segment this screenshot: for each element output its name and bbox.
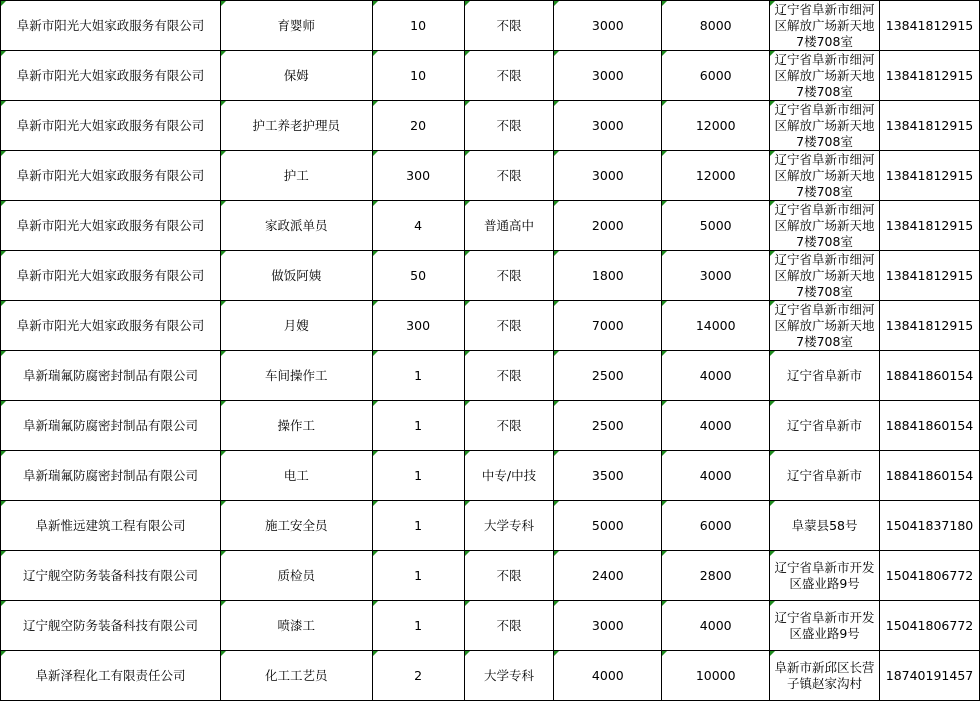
position-cell: 保姆 [220, 51, 372, 101]
salary-max-cell: 2800 [662, 551, 770, 601]
address-cell: 辽宁省阜新市细河区解放广场新天地7楼708室 [770, 51, 880, 101]
education-cell: 不限 [464, 151, 554, 201]
salary-min-cell: 2000 [554, 201, 662, 251]
position-cell: 喷漆工 [220, 601, 372, 651]
position-cell: 车间操作工 [220, 351, 372, 401]
address-cell: 辽宁省阜新市细河区解放广场新天地7楼708室 [770, 151, 880, 201]
company-cell: 阜新瑞氟防腐密封制品有限公司 [1, 401, 221, 451]
headcount-cell: 1 [372, 601, 464, 651]
position-cell: 育婴师 [220, 1, 372, 51]
table-row [1, 601, 980, 651]
position-cell: 操作工 [220, 401, 372, 451]
education-cell: 大学专科 [464, 501, 554, 551]
position-cell: 做饭阿姨 [220, 251, 372, 301]
address-cell: 辽宁省阜新市 [770, 351, 880, 401]
company-cell: 阜新市阳光大姐家政服务有限公司 [1, 201, 221, 251]
salary-min-cell: 2400 [554, 551, 662, 601]
phone-cell: 18740191457 [879, 651, 979, 701]
position-cell: 月嫂 [220, 301, 372, 351]
table-row [1, 651, 980, 701]
table-row [1, 401, 980, 451]
company-cell: 阜新瑞氟防腐密封制品有限公司 [1, 451, 221, 501]
company-cell: 辽宁舰空防务装备科技有限公司 [1, 601, 221, 651]
education-cell: 不限 [464, 351, 554, 401]
salary-min-cell: 3000 [554, 101, 662, 151]
position-cell: 护工 [220, 151, 372, 201]
education-cell: 不限 [464, 251, 554, 301]
headcount-cell: 300 [372, 151, 464, 201]
headcount-cell: 300 [372, 301, 464, 351]
address-cell: 辽宁省阜新市 [770, 401, 880, 451]
education-cell: 大学专科 [464, 651, 554, 701]
salary-max-cell: 3000 [662, 251, 770, 301]
table-row [1, 201, 980, 251]
salary-max-cell: 4000 [662, 601, 770, 651]
salary-max-cell: 12000 [662, 101, 770, 151]
table-row [1, 551, 980, 601]
salary-max-cell: 6000 [662, 501, 770, 551]
company-cell: 阜新泽程化工有限责任公司 [1, 651, 221, 701]
education-cell: 不限 [464, 1, 554, 51]
phone-cell: 18841860154 [879, 401, 979, 451]
salary-max-cell: 5000 [662, 201, 770, 251]
company-cell: 辽宁舰空防务装备科技有限公司 [1, 551, 221, 601]
salary-min-cell: 2500 [554, 351, 662, 401]
salary-min-cell: 7000 [554, 301, 662, 351]
salary-max-cell: 4000 [662, 401, 770, 451]
salary-max-cell: 10000 [662, 651, 770, 701]
phone-cell: 15041837180 [879, 501, 979, 551]
company-cell: 阜新市阳光大姐家政服务有限公司 [1, 101, 221, 151]
table-row [1, 1, 980, 51]
address-cell: 辽宁省阜新市细河区解放广场新天地7楼708室 [770, 301, 880, 351]
phone-cell: 15041806772 [879, 601, 979, 651]
position-cell: 家政派单员 [220, 201, 372, 251]
position-cell: 电工 [220, 451, 372, 501]
education-cell: 不限 [464, 51, 554, 101]
table-row [1, 301, 980, 351]
salary-min-cell: 3500 [554, 451, 662, 501]
education-cell: 不限 [464, 301, 554, 351]
table-row [1, 451, 980, 501]
salary-max-cell: 4000 [662, 451, 770, 501]
headcount-cell: 50 [372, 251, 464, 301]
company-cell: 阜新瑞氟防腐密封制品有限公司 [1, 351, 221, 401]
position-cell: 护工养老护理员 [220, 101, 372, 151]
address-cell: 辽宁省阜新市开发区盛业路9号 [770, 601, 880, 651]
education-cell: 不限 [464, 101, 554, 151]
company-cell: 阜新市阳光大姐家政服务有限公司 [1, 51, 221, 101]
headcount-cell: 1 [372, 551, 464, 601]
table-row [1, 101, 980, 151]
salary-min-cell: 2500 [554, 401, 662, 451]
position-cell: 质检员 [220, 551, 372, 601]
phone-cell: 13841812915 [879, 1, 979, 51]
address-cell: 阜新市新邱区长营子镇赵家沟村 [770, 651, 880, 701]
company-cell: 阜新市阳光大姐家政服务有限公司 [1, 301, 221, 351]
headcount-cell: 10 [372, 1, 464, 51]
salary-max-cell: 8000 [662, 1, 770, 51]
phone-cell: 13841812915 [879, 201, 979, 251]
education-cell: 不限 [464, 601, 554, 651]
salary-min-cell: 5000 [554, 501, 662, 551]
company-cell: 阜新市阳光大姐家政服务有限公司 [1, 1, 221, 51]
phone-cell: 18841860154 [879, 351, 979, 401]
salary-max-cell: 4000 [662, 351, 770, 401]
address-cell: 辽宁省阜新市细河区解放广场新天地7楼708室 [770, 251, 880, 301]
address-cell: 辽宁省阜新市细河区解放广场新天地7楼708室 [770, 101, 880, 151]
phone-cell: 18841860154 [879, 451, 979, 501]
headcount-cell: 2 [372, 651, 464, 701]
headcount-cell: 10 [372, 51, 464, 101]
salary-min-cell: 3000 [554, 601, 662, 651]
address-cell: 阜蒙县58号 [770, 501, 880, 551]
address-cell: 辽宁省阜新市开发区盛业路9号 [770, 551, 880, 601]
table-row [1, 251, 980, 301]
education-cell: 不限 [464, 401, 554, 451]
salary-min-cell: 1800 [554, 251, 662, 301]
company-cell: 阜新惟远建筑工程有限公司 [1, 501, 221, 551]
headcount-cell: 1 [372, 351, 464, 401]
table-row [1, 351, 980, 401]
address-cell: 辽宁省阜新市细河区解放广场新天地7楼708室 [770, 1, 880, 51]
salary-max-cell: 12000 [662, 151, 770, 201]
salary-min-cell: 4000 [554, 651, 662, 701]
phone-cell: 13841812915 [879, 251, 979, 301]
position-cell: 施工安全员 [220, 501, 372, 551]
phone-cell: 13841812915 [879, 301, 979, 351]
phone-cell: 15041806772 [879, 551, 979, 601]
address-cell: 辽宁省阜新市细河区解放广场新天地7楼708室 [770, 201, 880, 251]
headcount-cell: 1 [372, 501, 464, 551]
headcount-cell: 4 [372, 201, 464, 251]
salary-min-cell: 3000 [554, 151, 662, 201]
table-body [1, 1, 980, 701]
education-cell: 不限 [464, 551, 554, 601]
headcount-cell: 1 [372, 401, 464, 451]
education-cell: 中专/中技 [464, 451, 554, 501]
salary-max-cell: 6000 [662, 51, 770, 101]
phone-cell: 13841812915 [879, 51, 979, 101]
education-cell: 普通高中 [464, 201, 554, 251]
headcount-cell: 20 [372, 101, 464, 151]
phone-cell: 13841812915 [879, 151, 979, 201]
table-row [1, 51, 980, 101]
salary-max-cell: 14000 [662, 301, 770, 351]
company-cell: 阜新市阳光大姐家政服务有限公司 [1, 251, 221, 301]
position-cell: 化工工艺员 [220, 651, 372, 701]
headcount-cell: 1 [372, 451, 464, 501]
salary-min-cell: 3000 [554, 1, 662, 51]
phone-cell: 13841812915 [879, 101, 979, 151]
address-cell: 辽宁省阜新市 [770, 451, 880, 501]
table-row [1, 151, 980, 201]
company-cell: 阜新市阳光大姐家政服务有限公司 [1, 151, 221, 201]
table-row [1, 501, 980, 551]
salary-min-cell: 3000 [554, 51, 662, 101]
